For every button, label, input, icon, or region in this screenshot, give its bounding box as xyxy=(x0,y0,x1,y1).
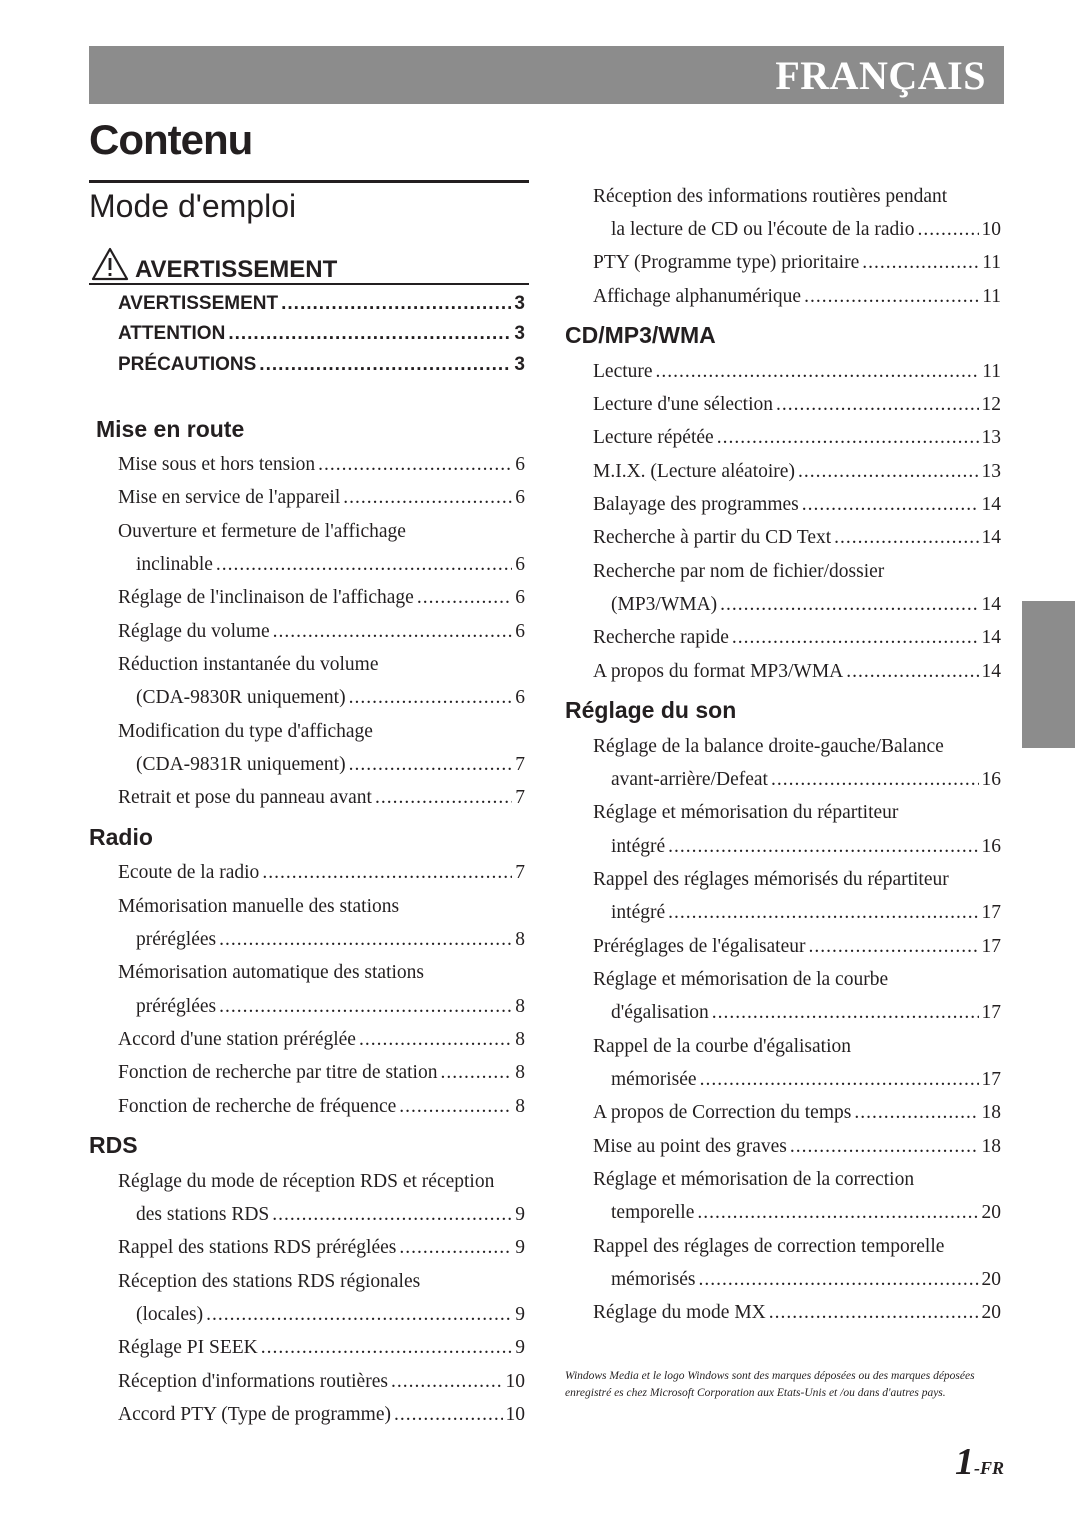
toc-entry[interactable]: Recherche rapide ..... 14 xyxy=(593,625,1001,651)
toc-entry-line[interactable]: Ouverture et fermeture de l'affichage xyxy=(118,521,406,542)
toc-entry[interactable]: d'égalisation ..... 17 xyxy=(611,1000,1001,1026)
toc-entry[interactable]: A propos de Correction du temps ..... 18 xyxy=(593,1100,1001,1126)
toc-entry[interactable]: mémorisés ..... 20 xyxy=(611,1267,1001,1293)
toc-entry-line[interactable]: Réglage et mémorisation de la courbe xyxy=(593,969,889,990)
toc-entry-line[interactable]: Rappel de la courbe d'égalisation xyxy=(593,1036,852,1057)
toc-entry[interactable]: Préréglages de l'égalisateur ..... 17 xyxy=(593,934,1001,960)
section-heading: Réglage du son xyxy=(565,697,737,723)
toc-entry[interactable]: Accord PTY (Type de programme) ..... 10 xyxy=(118,1402,525,1428)
toc-entry[interactable]: Fonction de recherche par titre de station ..... 8 xyxy=(118,1060,525,1086)
toc-entry[interactable]: temporelle ..... 20 xyxy=(611,1200,1001,1226)
toc-entry[interactable]: des stations RDS ..... 9 xyxy=(136,1202,525,1228)
section-rule xyxy=(89,180,529,183)
toc-entry-line[interactable]: Réglage de la balance droite-gauche/Balance xyxy=(593,736,944,757)
warning-rule xyxy=(89,283,529,285)
toc-entry[interactable]: M.I.X. (Lecture aléatoire) ..... 13 xyxy=(593,459,1001,485)
toc-entry[interactable]: Recherche à partir du CD Text ..... 14 xyxy=(593,525,1001,551)
toc-entry-line[interactable]: Réduction instantanée du volume xyxy=(118,654,379,675)
section-heading: Mise en route xyxy=(96,416,245,442)
toc-entry[interactable]: ATTENTION ..... 3 xyxy=(118,321,525,347)
toc-entry[interactable]: intégré ..... 17 xyxy=(611,900,1001,926)
toc-entry-line[interactable]: Mémorisation manuelle des stations xyxy=(118,896,400,917)
toc-entry-line[interactable]: Recherche par nom de fichier/dossier xyxy=(593,561,885,582)
toc-entry[interactable]: PRÉCAUTIONS ..... 3 xyxy=(118,352,525,378)
toc-entry[interactable]: AVERTISSEMENT ..... 3 xyxy=(118,291,525,317)
toc-entry[interactable]: (CDA-9830R uniquement) ..... 6 xyxy=(136,685,525,711)
toc-entry[interactable]: A propos du format MP3/WMA ..... 14 xyxy=(593,659,1001,685)
toc-entry[interactable]: Affichage alphanumérique ..... 11 xyxy=(593,284,1001,310)
toc-entry[interactable]: Balayage des programmes ..... 14 xyxy=(593,492,1001,518)
toc-entry-line[interactable]: Réglage du mode de réception RDS et réception xyxy=(118,1171,495,1192)
toc-entry[interactable]: avant-arrière/Defeat ..... 16 xyxy=(611,767,1001,793)
toc-entry[interactable]: préréglées ..... 8 xyxy=(136,994,525,1020)
toc-entry[interactable]: Retrait et pose du panneau avant ..... 7 xyxy=(118,785,525,811)
toc-entry[interactable]: Fonction de recherche de fréquence ..... 8 xyxy=(118,1094,525,1120)
toc-entry[interactable]: Lecture répétée ..... 13 xyxy=(593,425,1001,451)
toc-entry[interactable]: Ecoute de la radio ..... 7 xyxy=(118,860,525,886)
section-heading: CD/MP3/WMA xyxy=(565,322,716,348)
toc-entry[interactable]: Mise sous et hors tension ..... 6 xyxy=(118,452,525,478)
side-tab xyxy=(1022,601,1075,748)
page-title: Contenu xyxy=(89,116,253,163)
toc-entry-line[interactable]: Réception des stations RDS régionales xyxy=(118,1271,421,1292)
toc-entry-line[interactable]: Rappel des réglages mémorisés du répartiteur xyxy=(593,869,949,890)
toc-entry[interactable]: Réglage PI SEEK ..... 9 xyxy=(118,1335,525,1361)
section-heading: Radio xyxy=(89,824,153,850)
language-label: FRANÇAIS xyxy=(775,53,986,98)
toc-entry[interactable]: intégré ..... 16 xyxy=(611,834,1001,860)
section-heading: RDS xyxy=(89,1132,138,1158)
toc-entry[interactable]: (CDA-9831R uniquement) ..... 7 xyxy=(136,752,525,778)
toc-entry[interactable]: Lecture d'une sélection ..... 12 xyxy=(593,392,1001,418)
toc-entry[interactable]: PTY (Programme type) prioritaire ..... 11 xyxy=(593,250,1001,276)
toc-entry[interactable]: Réglage du volume ..... 6 xyxy=(118,619,525,645)
toc-entry-line[interactable]: Réglage et mémorisation de la correction xyxy=(593,1169,915,1190)
toc-entry[interactable]: Réception d'informations routières ..... 10 xyxy=(118,1369,525,1395)
toc-entry-line[interactable]: Modification du type d'affichage xyxy=(118,721,373,742)
toc-entry[interactable]: Accord d'une station préréglée ..... 8 xyxy=(118,1027,525,1053)
warning-heading-text: AVERTISSEMENT xyxy=(135,256,338,283)
page-number-value: 1 xyxy=(954,1441,974,1483)
toc-entry-line[interactable]: Réglage et mémorisation du répartiteur xyxy=(593,802,899,823)
toc-entry[interactable]: (locales) ..... 9 xyxy=(136,1302,525,1328)
language-banner xyxy=(89,46,1004,104)
toc-entry-line[interactable]: Rappel des réglages de correction temporelle xyxy=(593,1236,945,1257)
toc-entry[interactable]: préréglées ..... 8 xyxy=(136,927,525,953)
toc-entry[interactable]: Réglage du mode MX ..... 20 xyxy=(593,1300,1001,1326)
toc-entry[interactable]: mémorisée ..... 17 xyxy=(611,1067,1001,1093)
toc-entry[interactable]: Mise au point des graves ..... 18 xyxy=(593,1134,1001,1160)
toc-entry[interactable]: Lecture ..... 11 xyxy=(593,359,1001,385)
toc-entry[interactable]: Mise en service de l'appareil ..... 6 xyxy=(118,485,525,511)
toc-entry[interactable]: (MP3/WMA) ..... 14 xyxy=(611,592,1001,618)
toc-entry-line[interactable]: Mémorisation automatique des stations xyxy=(118,962,424,983)
page-number xyxy=(955,1440,1004,1484)
warning-heading xyxy=(91,247,337,284)
toc-entry[interactable]: Réglage de l'inclinaison de l'affichage ..... 6 xyxy=(118,585,525,611)
section-title: Mode d'emploi xyxy=(89,188,297,224)
toc-entry[interactable]: la lecture de CD ou l'écoute de la radio ..... 10 xyxy=(611,217,1001,243)
trademark-footnote: Windows Media et le logo Windows sont des marques déposées ou des marques déposées enregistré es chez Microsoft Corporation aux Etats-Unis et /ou dans d'autres pays. xyxy=(565,1370,975,1399)
toc-entry-line[interactable]: Réception des informations routières pendant xyxy=(593,186,948,207)
toc-entry[interactable]: Rappel des stations RDS préréglées ..... 9 xyxy=(118,1235,525,1261)
page-number-suffix: -FR xyxy=(973,1458,1004,1478)
toc-entry[interactable]: inclinable ..... 6 xyxy=(136,552,525,578)
warning-triangle-icon xyxy=(91,247,129,281)
